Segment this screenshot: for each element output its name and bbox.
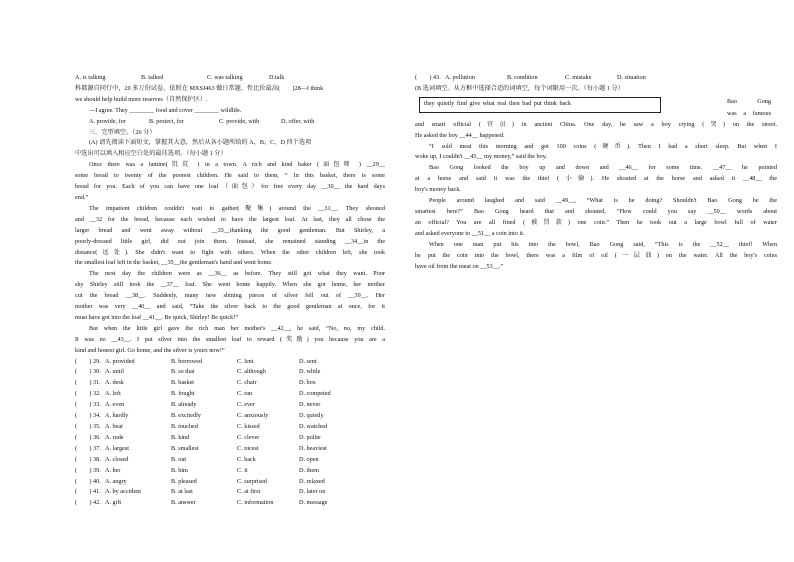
q27-option-c: C. was talking bbox=[207, 74, 243, 81]
passage-line: poorly-dressed little girl, did not join them. Instead, she remained standing __34__in the bbox=[75, 237, 385, 245]
passage-line: The next day the children were as __36__ as before. They still got what they want. Poor bbox=[89, 270, 385, 278]
choice-c[interactable]: C. at first bbox=[237, 488, 261, 496]
question-row bbox=[75, 433, 385, 444]
choice-b[interactable]: B. pleased bbox=[171, 477, 197, 485]
question-row bbox=[75, 466, 385, 477]
passage-line: When one man put his into the bowl, Bao Gong said, “This is the __52__ thief! When bbox=[429, 240, 777, 248]
choice-a[interactable]: A. even bbox=[105, 401, 125, 409]
choice-d[interactable]: D. heaviest bbox=[299, 444, 327, 452]
passage-line: Bao Gong looked the boy up and down and __46__ for some time. __47__ he pointed bbox=[429, 164, 777, 172]
choice-b[interactable]: B. fought bbox=[171, 390, 195, 398]
section-title: 三．完型填空。（26 分） bbox=[89, 128, 156, 136]
passage-line: bread for you. Each of you can have one loaf（面包）for free every day __30__ the hard days bbox=[75, 183, 385, 191]
question-row bbox=[415, 73, 777, 84]
choice-c[interactable]: C. ran bbox=[237, 390, 253, 398]
question-number: ( ) 42. bbox=[75, 499, 101, 507]
choice-c[interactable]: C. surprised bbox=[237, 477, 267, 485]
choice-b[interactable]: B. borrowed bbox=[171, 357, 202, 365]
choice-a[interactable]: A. pollution bbox=[445, 74, 475, 81]
left-column bbox=[75, 73, 385, 509]
choice-a[interactable]: A. largest bbox=[105, 444, 129, 452]
question-number: ( ) 41. bbox=[75, 488, 101, 496]
question-number: ( ) 33. bbox=[75, 401, 101, 409]
passage-line: cut the bread __38__. Suddenly, many new shining pieces of silver fell out of __39__. Her bbox=[75, 292, 385, 300]
passage-line: end.” bbox=[75, 193, 89, 201]
choice-d[interactable]: D. relaxed bbox=[299, 477, 325, 485]
passage-line: distance(远处). She didn't want to fight with others. When the other children left, she took bbox=[75, 248, 385, 256]
q28-option-d: D. offer, with bbox=[281, 117, 315, 125]
q28-option-c: C. provide, with bbox=[219, 117, 260, 125]
intro-line: we should help build more reserves（自然保护区）. bbox=[75, 95, 208, 103]
choice-a[interactable]: A. by accident bbox=[105, 488, 141, 496]
passage-line: an official? You are all fined (被罚款) one coin.” Then he took out a large bowl full of water bbox=[415, 218, 777, 226]
choice-b[interactable]: B. kind bbox=[171, 433, 190, 441]
q27-option-a: A. is talking bbox=[75, 74, 106, 81]
passage-line: mother was very __40__ and said, “Take the silver back to the good gentleman at once, for it bbox=[75, 303, 385, 311]
passage-line: he put the coin into the bowl, there was a film of oil (一层油) on the water. All the boy's coins bbox=[415, 251, 777, 259]
q27-option-b: B. talked bbox=[141, 74, 164, 81]
choice-a[interactable]: A. gift bbox=[105, 499, 122, 507]
question-row bbox=[75, 455, 385, 466]
choice-c[interactable]: C. kissed bbox=[237, 423, 260, 430]
choice-c[interactable]: C. information bbox=[237, 499, 274, 507]
choice-c[interactable]: C. mistake bbox=[565, 74, 592, 81]
passage-line: boy's money back. bbox=[415, 186, 461, 194]
word-fill-passage bbox=[415, 109, 777, 273]
choice-d[interactable]: D. message bbox=[299, 499, 328, 507]
choice-a[interactable]: A. provided bbox=[105, 357, 135, 365]
question-list bbox=[75, 357, 385, 510]
question-row bbox=[75, 389, 385, 400]
choice-a[interactable]: A. beat bbox=[105, 423, 123, 430]
choice-d[interactable]: D. box bbox=[299, 379, 316, 387]
question-row bbox=[75, 411, 385, 422]
question-number: ( ) 30. bbox=[75, 368, 101, 376]
choice-c[interactable]: C. although bbox=[237, 368, 266, 376]
section-directions: (A) 请先阅读下面短文，掌握其大意，然后从各小题所给的 A、B、C、D 四个选项 bbox=[89, 139, 312, 147]
question-row bbox=[75, 498, 385, 509]
choice-a[interactable]: A. until bbox=[105, 368, 124, 376]
passage-line: and asked everyone to __51__ a coin into it. bbox=[415, 229, 525, 237]
choice-d[interactable]: D. never bbox=[299, 401, 321, 409]
section-b-title: (B 选词填空。从方框中选择合适的词填空，每个词限用一次。（每小题 1 分） bbox=[415, 84, 624, 92]
q27-option-d: D.talk bbox=[269, 74, 285, 81]
question-number: ( ) 43. bbox=[415, 74, 441, 81]
passage-line: shy Shirley still took the __37__ loaf. She went home happily. When she got home, her mother bbox=[75, 281, 385, 289]
choice-c[interactable]: C. lent bbox=[237, 357, 254, 365]
choice-c[interactable]: C. chair bbox=[237, 379, 257, 387]
q28-option-a: A. provide, for bbox=[89, 117, 126, 125]
choice-c[interactable]: C. back bbox=[237, 455, 256, 463]
passage-line: must have got into the loaf __41__. Be quick, Shirley! Be quick!” bbox=[75, 313, 239, 321]
passage-line: at a horse and said it was the thief (小偷). He shouted at the horse and asked it __48__ the bbox=[415, 175, 777, 183]
passage-line: was a famous bbox=[727, 109, 771, 117]
choice-d[interactable]: D. while bbox=[299, 368, 321, 376]
question-number: ( ) 31. bbox=[75, 379, 101, 387]
question-row bbox=[75, 400, 385, 411]
question-number: ( ) 37. bbox=[75, 444, 101, 452]
passage-line: the smallest loaf left in the basket, __35__the gentleman's hand and went home. bbox=[75, 259, 273, 267]
passage-line: woke up, I couldn't __45__ my money,” said the boy. bbox=[415, 153, 547, 161]
question-row bbox=[75, 367, 385, 378]
choice-c[interactable]: C. it bbox=[237, 466, 248, 474]
choice-d[interactable]: D. sent bbox=[299, 357, 317, 365]
question-number: ( ) 38. bbox=[75, 455, 101, 463]
choice-b[interactable]: B. so that bbox=[171, 368, 195, 376]
passage-line: have oil from the meat on __53__.” bbox=[415, 262, 504, 270]
choice-a[interactable]: A. hardly bbox=[105, 412, 129, 420]
choice-a[interactable]: A. desk bbox=[105, 379, 124, 387]
choice-b[interactable]: B. at last bbox=[171, 488, 193, 496]
question-number: ( ) 40. bbox=[75, 477, 101, 485]
passage-start: Bao Gong bbox=[727, 97, 771, 105]
passage-line: some bread to twenty of the poorest children. He said to them, “ In this basket, there is some bbox=[75, 172, 385, 180]
choice-a[interactable]: A. her bbox=[105, 466, 121, 474]
passage-line: Once there was a famine(饥荒 ) in a town. A rich and kind baker (面包师 ) __29__ bbox=[89, 161, 385, 169]
choice-b[interactable]: B. touched bbox=[171, 423, 198, 430]
question-row bbox=[75, 487, 385, 498]
passage-line: kind and honest girl. Go home, and the silver is yours now!” bbox=[75, 346, 225, 354]
question-number: ( ) 36. bbox=[75, 433, 101, 441]
passage-line: and smart official (官员) in ancient China. One day, he saw a boy crying (哭) on the street. bbox=[415, 120, 777, 128]
right-column bbox=[415, 73, 777, 272]
choice-c[interactable]: C. ever bbox=[237, 401, 255, 409]
section-directions: 中选出可以填入相应空白处的最佳选项。（每小题 1 分） bbox=[75, 150, 227, 158]
intro-line: 科都源自同行中，20 多万份试卷，依照在 MXSJ463 做日常题，性比价最高( )28—I think bbox=[75, 84, 324, 92]
q28-option-b: B. protect, for bbox=[149, 117, 184, 125]
choice-a[interactable]: A. closed bbox=[105, 455, 129, 463]
choice-b[interactable]: B. answer bbox=[171, 499, 196, 507]
passage-line: It was no __43__. I put silver into the smallest loaf to reward (奖励) you because you are a bbox=[75, 335, 385, 343]
cloze-passage bbox=[75, 160, 385, 356]
question-number: ( ) 35. bbox=[75, 423, 101, 430]
passage-line: People around laughed and said __49__, “What is he doing? Shouldn't Bao Gong be the bbox=[429, 197, 777, 205]
intro-line: —I agree. They ________ food and cover ________ wildlife. bbox=[89, 106, 242, 114]
passage-line: and __32 for the bread, because each wished to have the largest loaf. At last, they all chose the bbox=[75, 215, 385, 223]
choice-d[interactable]: D. open bbox=[299, 455, 319, 463]
passage-line: The impatient children couldn't wait to gather(聚集) around the __31__. They shouted bbox=[89, 204, 385, 212]
choice-b[interactable]: B. him bbox=[171, 466, 188, 474]
choice-d[interactable]: D. quietly bbox=[299, 412, 324, 420]
choice-b[interactable]: B. smallest bbox=[171, 444, 199, 452]
passage-line: “I sold meat this morning and got 100 coins (硬币). Then I had a short sleep. But when I bbox=[429, 142, 777, 150]
choice-d[interactable]: D. later on bbox=[299, 488, 326, 496]
choice-d[interactable]: D. watched bbox=[299, 423, 328, 430]
question-number: ( ) 39. bbox=[75, 466, 101, 474]
choice-b[interactable]: B. out bbox=[171, 455, 187, 463]
choice-b[interactable]: B. basket bbox=[171, 379, 195, 387]
question-number: ( ) 34. bbox=[75, 412, 101, 420]
choice-d[interactable]: D. polite bbox=[299, 433, 321, 441]
question-row bbox=[75, 444, 385, 455]
choice-c[interactable]: C. clever bbox=[237, 433, 260, 441]
question-row bbox=[75, 477, 385, 488]
question-row bbox=[75, 378, 385, 389]
choice-d[interactable]: D. situation bbox=[617, 74, 646, 81]
q28-options bbox=[75, 117, 385, 128]
choice-b[interactable]: B. already bbox=[171, 401, 197, 409]
choice-d[interactable]: D. competed bbox=[299, 390, 331, 398]
choice-d[interactable]: D. them bbox=[299, 466, 319, 474]
choice-c[interactable]: C. nicest bbox=[237, 444, 259, 452]
passage-line: larger bread and went away without __33__thanking the good gentleman. But Shirley, a bbox=[75, 226, 385, 234]
q27-options bbox=[75, 73, 385, 84]
passage-line: smartest here?” Bao Gong heard that and shouted, “How could you say __50__ words about bbox=[415, 207, 777, 215]
choice-a[interactable]: A. rude bbox=[105, 433, 124, 441]
passage-line: But when the little girl gave the rich man her mother's __42__, he said, “No, no, my child. bbox=[89, 324, 385, 332]
question-row bbox=[75, 357, 385, 368]
choice-a[interactable]: A. angry bbox=[105, 477, 127, 485]
word-box: they quietly find give what real then bad put think back bbox=[419, 97, 661, 113]
choice-c[interactable]: C. anxiously bbox=[237, 412, 269, 420]
question-row bbox=[75, 422, 385, 433]
choice-b[interactable]: B. condition bbox=[507, 74, 538, 81]
question-number: ( ) 29. bbox=[75, 357, 101, 365]
passage-line: He asked the boy __44__ happened. bbox=[415, 131, 505, 139]
choice-a[interactable]: A. left bbox=[105, 390, 121, 398]
choice-b[interactable]: B. excitedly bbox=[171, 412, 201, 420]
question-number: ( ) 32. bbox=[75, 390, 101, 398]
